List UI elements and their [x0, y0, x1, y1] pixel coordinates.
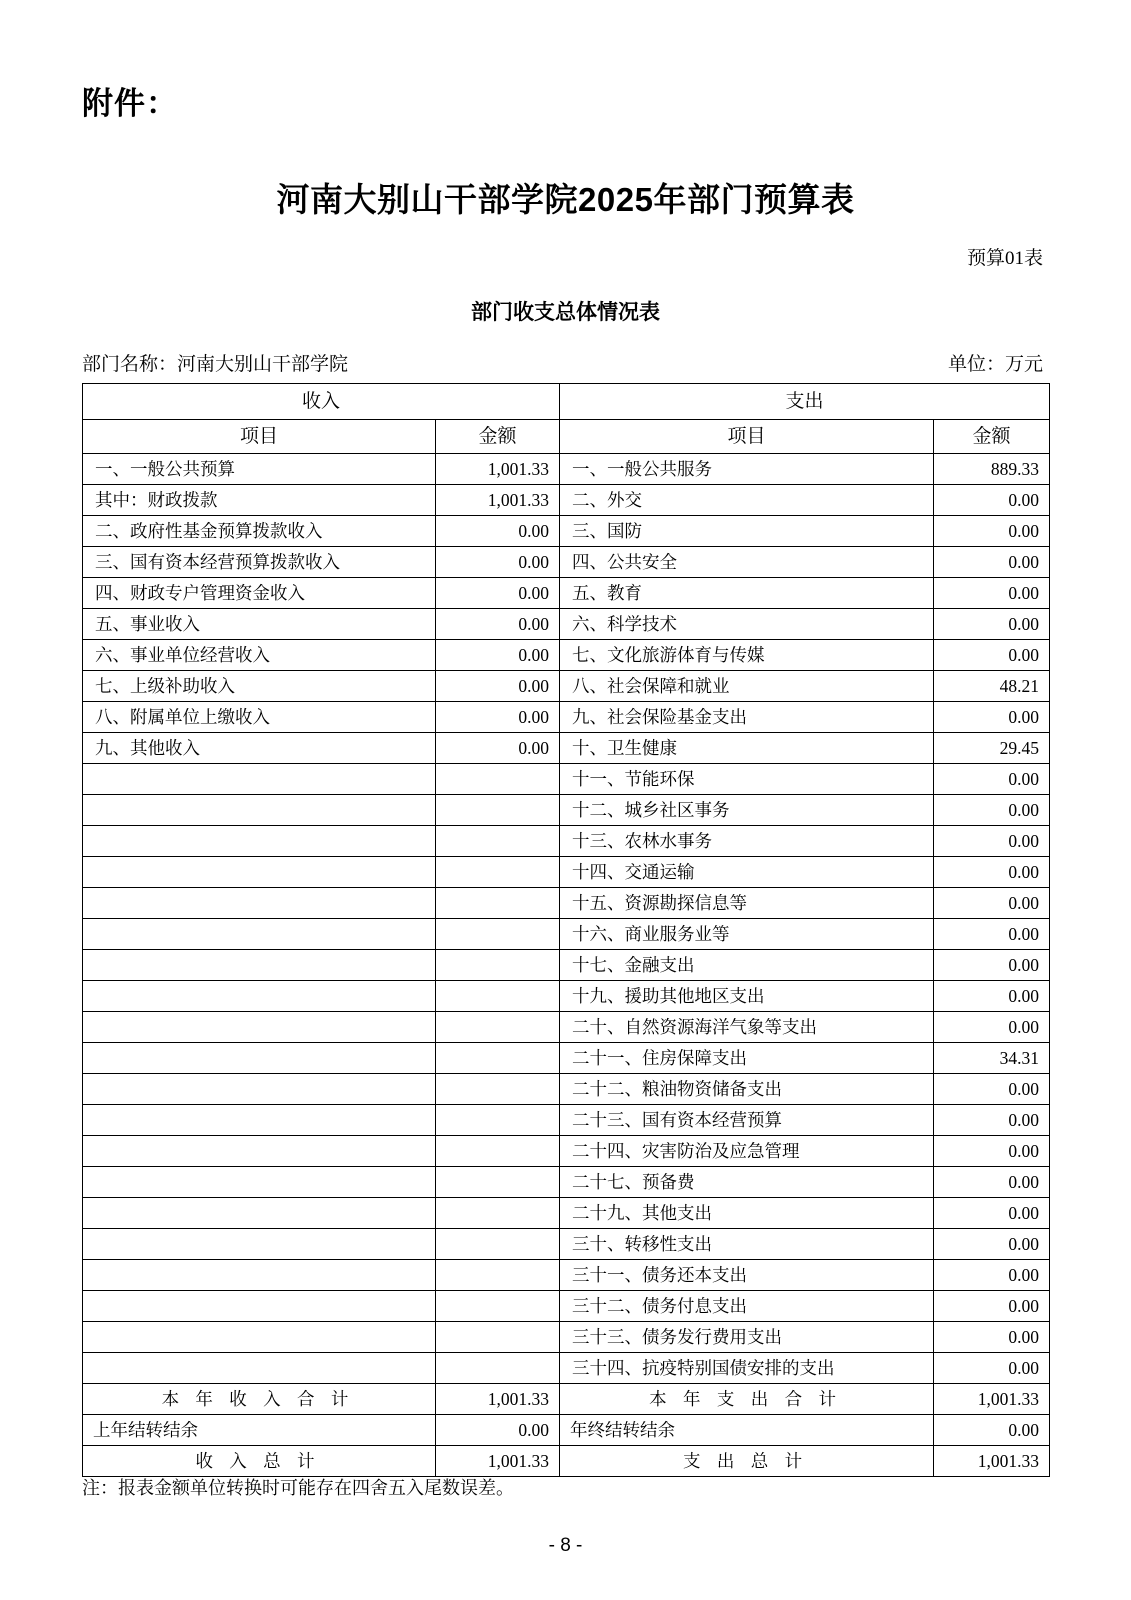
expenditure-item-cell: 一、一般公共服务 — [560, 454, 934, 485]
income-amount-cell — [436, 1353, 560, 1384]
expenditure-amount-cell: 29.45 — [934, 733, 1050, 764]
expenditure-item-cell: 二十二、粮油物资储备支出 — [560, 1074, 934, 1105]
expenditure-item-cell: 二十、自然资源海洋气象等支出 — [560, 1012, 934, 1043]
expenditure-amount-cell: 0.00 — [934, 1353, 1050, 1384]
income-item-cell: 二、政府性基金预算拨款收入 — [83, 516, 436, 547]
expenditure-item-cell: 三十一、债务还本支出 — [560, 1260, 934, 1291]
expenditure-amount-cell: 0.00 — [934, 1136, 1050, 1167]
table-row — [83, 609, 1050, 640]
group-header-income: 收入 — [83, 384, 560, 420]
table-row — [83, 578, 1050, 609]
table-row — [83, 547, 1050, 578]
income-item-cell — [83, 1198, 436, 1229]
expenditure-item-cell: 九、社会保险基金支出 — [560, 702, 934, 733]
income-item-cell: 六、事业单位经营收入 — [83, 640, 436, 671]
expenditure-item-cell: 三十二、债务付息支出 — [560, 1291, 934, 1322]
table-row — [83, 640, 1050, 671]
expenditure-item-cell: 二十三、国有资本经营预算 — [560, 1105, 934, 1136]
income-amount-cell: 0.00 — [436, 702, 560, 733]
income-item-cell — [83, 919, 436, 950]
table-row — [83, 1353, 1050, 1384]
summary-income-amount-0: 1,001.33 — [436, 1384, 560, 1415]
income-amount-cell — [436, 764, 560, 795]
income-item-cell — [83, 764, 436, 795]
income-item-cell — [83, 1105, 436, 1136]
summary-income-amount-2: 1,001.33 — [436, 1446, 560, 1477]
table-row — [83, 516, 1050, 547]
expenditure-item-cell: 三、国防 — [560, 516, 934, 547]
page-number: - 8 - — [548, 1535, 583, 1556]
summary-expenditure-label-2: 支 出 总 计 — [560, 1446, 934, 1477]
income-item-cell — [83, 1167, 436, 1198]
income-amount-cell — [436, 919, 560, 950]
summary-income-amount-1: 0.00 — [436, 1415, 560, 1446]
group-header-expenditure: 支出 — [560, 384, 1050, 420]
table-row — [83, 1167, 1050, 1198]
income-amount-cell — [436, 981, 560, 1012]
expenditure-item-cell: 十九、援助其他地区支出 — [560, 981, 934, 1012]
table-row — [83, 981, 1050, 1012]
table-row — [83, 950, 1050, 981]
expenditure-item-cell: 三十四、抗疫特别国债安排的支出 — [560, 1353, 934, 1384]
income-item-cell — [83, 950, 436, 981]
column-header-income-item: 项目 — [83, 420, 436, 454]
income-item-cell — [83, 1353, 436, 1384]
expenditure-amount-cell: 0.00 — [934, 764, 1050, 795]
expenditure-amount-cell: 0.00 — [934, 1198, 1050, 1229]
income-item-cell — [83, 1012, 436, 1043]
expenditure-item-cell: 十一、节能环保 — [560, 764, 934, 795]
expenditure-amount-cell: 34.31 — [934, 1043, 1050, 1074]
expenditure-item-cell: 二十七、预备费 — [560, 1167, 934, 1198]
income-item-cell — [83, 1322, 436, 1353]
expenditure-amount-cell: 0.00 — [934, 1012, 1050, 1043]
summary-expenditure-amount-1: 0.00 — [934, 1415, 1050, 1446]
expenditure-amount-cell: 0.00 — [934, 1167, 1050, 1198]
income-amount-cell: 0.00 — [436, 733, 560, 764]
table-row — [83, 1229, 1050, 1260]
income-amount-cell — [436, 857, 560, 888]
income-amount-cell: 1,001.33 — [436, 485, 560, 516]
income-amount-cell — [436, 1136, 560, 1167]
summary-expenditure-amount-0: 1,001.33 — [934, 1384, 1050, 1415]
table-row — [83, 1291, 1050, 1322]
expenditure-amount-cell: 0.00 — [934, 578, 1050, 609]
table-row — [83, 1105, 1050, 1136]
summary-expenditure-label-0: 本 年 支 出 合 计 — [560, 1384, 934, 1415]
income-amount-cell: 0.00 — [436, 547, 560, 578]
table-row — [83, 454, 1050, 485]
summary-income-label-2: 收 入 总 计 — [83, 1446, 436, 1477]
income-amount-cell — [436, 1229, 560, 1260]
income-amount-cell: 1,001.33 — [436, 454, 560, 485]
expenditure-item-cell: 三十三、债务发行费用支出 — [560, 1322, 934, 1353]
expenditure-amount-cell: 0.00 — [934, 640, 1050, 671]
income-item-cell — [83, 1074, 436, 1105]
summary-income-label-0: 本 年 收 入 合 计 — [83, 1384, 436, 1415]
summary-expenditure-label-1: 年终结转结余 — [560, 1415, 934, 1446]
income-amount-cell: 0.00 — [436, 671, 560, 702]
income-item-cell: 三、国有资本经营预算拨款收入 — [83, 547, 436, 578]
income-item-cell: 七、上级补助收入 — [83, 671, 436, 702]
income-amount-cell — [436, 1260, 560, 1291]
expenditure-item-cell: 十二、城乡社区事务 — [560, 795, 934, 826]
expenditure-item-cell: 四、公共安全 — [560, 547, 934, 578]
expenditure-amount-cell: 0.00 — [934, 826, 1050, 857]
expenditure-item-cell: 二十一、住房保障支出 — [560, 1043, 934, 1074]
expenditure-amount-cell: 0.00 — [934, 547, 1050, 578]
expenditure-amount-cell: 0.00 — [934, 485, 1050, 516]
table-row — [83, 795, 1050, 826]
income-amount-cell — [436, 950, 560, 981]
table-column-header-row — [83, 420, 1050, 454]
table-row — [83, 888, 1050, 919]
expenditure-item-cell: 二十九、其他支出 — [560, 1198, 934, 1229]
column-header-expenditure-item: 项目 — [560, 420, 934, 454]
expenditure-item-cell: 二十四、灾害防治及应急管理 — [560, 1136, 934, 1167]
income-item-cell: 一、一般公共预算 — [83, 454, 436, 485]
expenditure-item-cell: 十三、农林水事务 — [560, 826, 934, 857]
income-amount-cell: 0.00 — [436, 640, 560, 671]
column-header-income-amount: 金额 — [436, 420, 560, 454]
table-row — [83, 1136, 1050, 1167]
expenditure-amount-cell: 0.00 — [934, 857, 1050, 888]
expenditure-item-cell: 十六、商业服务业等 — [560, 919, 934, 950]
expenditure-amount-cell: 0.00 — [934, 1105, 1050, 1136]
table-row — [83, 1322, 1050, 1353]
income-amount-cell — [436, 795, 560, 826]
table-summary-row — [83, 1384, 1050, 1415]
expenditure-item-cell: 三十、转移性支出 — [560, 1229, 934, 1260]
table-subtitle: 部门收支总体情况表 — [471, 300, 660, 324]
attachment-label: 附件： — [82, 86, 178, 121]
table-note: 注：报表金额单位转换时可能存在四舍五入尾数误差。 — [82, 1478, 514, 1498]
expenditure-amount-cell: 0.00 — [934, 981, 1050, 1012]
income-item-cell — [83, 1229, 436, 1260]
income-amount-cell — [436, 1012, 560, 1043]
table-row — [83, 1012, 1050, 1043]
unit-line: 单位：万元 — [947, 354, 1043, 375]
income-amount-cell — [436, 1291, 560, 1322]
expenditure-amount-cell: 0.00 — [934, 702, 1050, 733]
table-row — [83, 1074, 1050, 1105]
table-row — [83, 1043, 1050, 1074]
expenditure-amount-cell: 0.00 — [934, 1260, 1050, 1291]
expenditure-item-cell: 十七、金融支出 — [560, 950, 934, 981]
form-code-label: 预算01表 — [966, 248, 1043, 269]
table-row — [83, 1198, 1050, 1229]
summary-income-label-1: 上年结转结余 — [83, 1415, 436, 1446]
income-item-cell: 八、附属单位上缴收入 — [83, 702, 436, 733]
expenditure-item-cell: 七、文化旅游体育与传媒 — [560, 640, 934, 671]
income-item-cell: 四、财政专户管理资金收入 — [83, 578, 436, 609]
income-item-cell — [83, 857, 436, 888]
expenditure-amount-cell: 0.00 — [934, 888, 1050, 919]
expenditure-amount-cell: 48.21 — [934, 671, 1050, 702]
expenditure-amount-cell: 0.00 — [934, 919, 1050, 950]
income-amount-cell — [436, 1074, 560, 1105]
income-amount-cell — [436, 1167, 560, 1198]
income-amount-cell: 0.00 — [436, 578, 560, 609]
expenditure-amount-cell: 889.33 — [934, 454, 1050, 485]
income-item-cell — [83, 1043, 436, 1074]
income-item-cell — [83, 826, 436, 857]
department-name-line: 部门名称：河南大别山干部学院 — [82, 354, 349, 375]
expenditure-item-cell: 六、科学技术 — [560, 609, 934, 640]
expenditure-item-cell: 八、社会保障和就业 — [560, 671, 934, 702]
expenditure-item-cell: 十四、交通运输 — [560, 857, 934, 888]
budget-summary-table — [82, 383, 1050, 1477]
expenditure-item-cell: 五、教育 — [560, 578, 934, 609]
income-item-cell — [83, 981, 436, 1012]
summary-expenditure-amount-2: 1,001.33 — [934, 1446, 1050, 1477]
income-item-cell: 五、事业收入 — [83, 609, 436, 640]
table-row — [83, 919, 1050, 950]
expenditure-amount-cell: 0.00 — [934, 795, 1050, 826]
income-amount-cell: 0.00 — [436, 609, 560, 640]
expenditure-amount-cell: 0.00 — [934, 1074, 1050, 1105]
expenditure-amount-cell: 0.00 — [934, 1229, 1050, 1260]
table-row — [83, 671, 1050, 702]
expenditure-item-cell: 十五、资源勘探信息等 — [560, 888, 934, 919]
income-item-cell — [83, 795, 436, 826]
income-amount-cell — [436, 826, 560, 857]
column-header-expenditure-amount: 金额 — [934, 420, 1050, 454]
expenditure-item-cell: 二、外交 — [560, 485, 934, 516]
table-row — [83, 826, 1050, 857]
income-amount-cell — [436, 888, 560, 919]
table-group-header-row — [83, 384, 1050, 420]
income-item-cell — [83, 1291, 436, 1322]
page-title: 河南大别山干部学院2025年部门预算表 — [276, 181, 855, 218]
expenditure-amount-cell: 0.00 — [934, 516, 1050, 547]
income-amount-cell — [436, 1043, 560, 1074]
expenditure-amount-cell: 0.00 — [934, 1291, 1050, 1322]
expenditure-amount-cell: 0.00 — [934, 609, 1050, 640]
income-amount-cell — [436, 1322, 560, 1353]
income-item-cell: 其中：财政拨款 — [83, 485, 436, 516]
table-summary-row — [83, 1415, 1050, 1446]
income-amount-cell: 0.00 — [436, 516, 560, 547]
income-item-cell — [83, 888, 436, 919]
expenditure-amount-cell: 0.00 — [934, 950, 1050, 981]
table-row — [83, 764, 1050, 795]
table-row — [83, 1260, 1050, 1291]
income-item-cell — [83, 1136, 436, 1167]
table-summary-row — [83, 1446, 1050, 1477]
income-amount-cell — [436, 1198, 560, 1229]
income-item-cell: 九、其他收入 — [83, 733, 436, 764]
income-amount-cell — [436, 1105, 560, 1136]
table-row — [83, 702, 1050, 733]
table-row — [83, 485, 1050, 516]
income-item-cell — [83, 1260, 436, 1291]
table-row — [83, 733, 1050, 764]
expenditure-item-cell: 十、卫生健康 — [560, 733, 934, 764]
table-row — [83, 857, 1050, 888]
expenditure-amount-cell: 0.00 — [934, 1322, 1050, 1353]
